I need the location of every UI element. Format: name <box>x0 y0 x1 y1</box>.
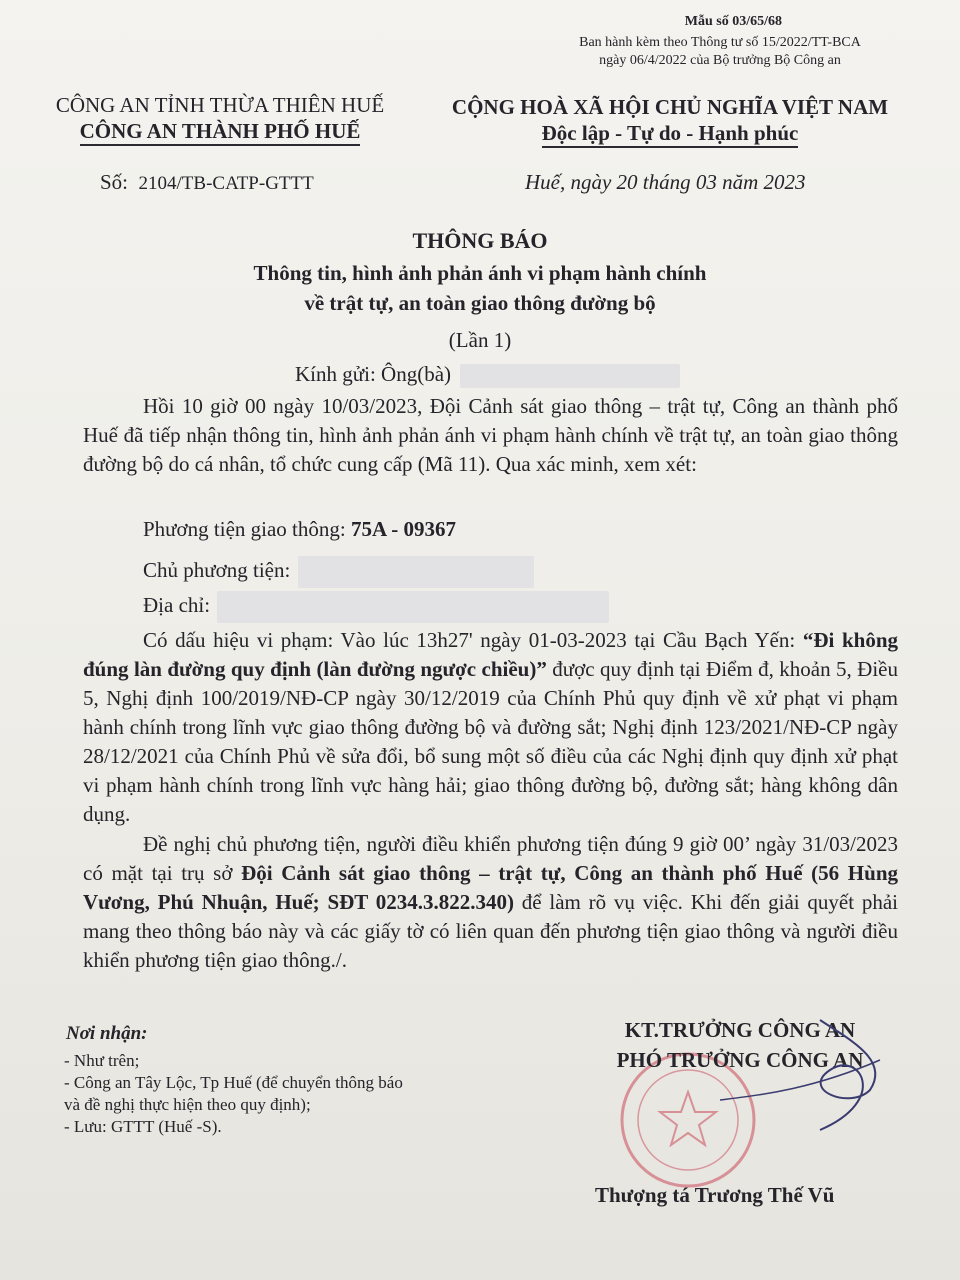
signature-line1: KT.TRƯỞNG CÔNG AN <box>624 1018 856 1042</box>
address-row <box>143 591 609 623</box>
vehicle-row <box>143 517 456 542</box>
recipient-item: - Công an Tây Lộc, Tp Huế (để chuyển thông báo <box>64 1073 403 1092</box>
recipient-line <box>295 362 680 388</box>
page-title: THÔNG BÁO <box>412 228 548 253</box>
recipient-item: - Lưu: GTTT (Huế -S). <box>64 1117 222 1136</box>
national-motto: Độc lập - Tự do - Hạnh phúc <box>430 120 910 146</box>
page-subtitle <box>0 258 960 318</box>
vehicle-plate: 75A - 09367 <box>350 517 456 541</box>
paragraph-request <box>83 830 898 975</box>
violation-intro: Có dấu hiệu vi phạm: Vào lúc 13h27' ngày 01-03-2023 tại Cầu Bạch Yến: <box>143 628 796 652</box>
agency-parent: CÔNG AN TỈNH THỪA THIÊN HUẾ <box>55 93 385 117</box>
request-office: Đội Cảnh sát giao thông – trật tự, Công an thành phố Huế (56 Hùng Vương, Phú Nhuận, Huế; SĐT 0234.3.822.340) <box>83 861 899 914</box>
owner-row <box>143 556 534 588</box>
request-start: Đề nghị chủ phương tiện, người điều khiển phương tiện đúng 9 giờ 00’ ngày 31/03/2023 có mặt tại trụ sở <box>83 832 898 885</box>
recipient-label: Kính gửi: Ông(bà) <box>295 362 452 386</box>
violation-legal-basis: được quy định tại Điểm đ, khoản 5, Điều 5, Nghị định 100/2019/NĐ-CP ngày 30/12/2019 của Chính Phủ quy định về xử phạt vi phạm hành chính trong lĩnh vực giao thông đường bộ và đường sắt; Nghị định 123/2021/NĐ-CP ngày 28/12/2021 của Chính Phủ về sửa đổi, bổ sung một số điều của các Nghị định quy định xử phạt vi phạm hành chính trong lĩnh vực hàng hải; giao thông đường bộ, đường sắt; hàng không dân dụng. <box>83 657 899 826</box>
issue-date: Huế, ngày 20 tháng 03 năm 2023 <box>525 170 806 194</box>
signature-line2: PHÓ TRƯỞNG CÔNG AN <box>616 1048 864 1072</box>
recipients-list <box>64 1050 534 1138</box>
form-ref-line2: ngày 06/4/2022 của Bộ trưởng Bộ Công an <box>599 53 841 68</box>
issuing-agency <box>30 92 410 144</box>
owner-label: Chủ phương tiện: <box>143 557 291 582</box>
national-header <box>430 94 910 146</box>
recipient-item: và đề nghị thực hiện theo quy định); <box>64 1095 311 1114</box>
agency-name: CÔNG AN THÀNH PHỐ HUẾ <box>30 118 410 144</box>
paragraph-intro: Hồi 10 giờ 00 ngày 10/03/2023, Đội Cảnh sát giao thông – trật tự, Công an thành phố Huế đã tiếp nhận thông tin, hình ảnh phản ánh vi phạm hành chính về trật tự, an toàn giao thông đường bộ do cá nhân, tổ chức cung cấp (Mã 11). Qua xác minh, xem xét: <box>83 394 898 476</box>
recipients-heading: Nơi nhận: <box>66 1023 148 1044</box>
so-label: Số: <box>100 170 129 194</box>
so-value: 2104/TB-CATP-GTTT <box>138 173 314 194</box>
form-reference <box>540 34 900 70</box>
address-label: Địa chỉ: <box>143 592 211 617</box>
nation-title: CỘNG HOÀ XÃ HỘI CHỦ NGHĨA VIỆT NAM <box>451 95 889 119</box>
recipient-item: - Như trên; <box>64 1051 140 1070</box>
subtitle-line2: về trật tự, an toàn giao thông đường bộ <box>304 291 656 315</box>
vehicle-label: Phương tiện giao thông: <box>143 517 346 541</box>
subtitle-line1: Thông tin, hình ảnh phản ánh vi phạm hành chính <box>253 261 707 285</box>
violation-text: “Đi không đúng làn đường quy định (làn đường ngược chiều)” <box>83 628 899 681</box>
handwritten-signature <box>700 1000 900 1150</box>
form-number: Mẫu số 03/65/68 <box>684 14 782 29</box>
owner-redacted <box>298 556 534 588</box>
paragraph-violation <box>83 626 898 829</box>
recipient-redacted <box>460 364 680 388</box>
request-end: để làm rõ vụ việc. Khi đến giải quyết phải mang theo thông báo này và các giấy tờ có liên quan đến phương tiện giao thông và người điều khiển phương tiện giao thông./. <box>83 890 898 972</box>
address-redacted <box>217 591 609 623</box>
document-number <box>100 170 314 195</box>
attempt-number: (Lần 1) <box>448 328 512 352</box>
form-ref-line1: Ban hành kèm theo Thông tư số 15/2022/TT-BCA <box>579 35 861 50</box>
signer-name: Thượng tá Trương Thế Vũ <box>595 1183 835 1207</box>
